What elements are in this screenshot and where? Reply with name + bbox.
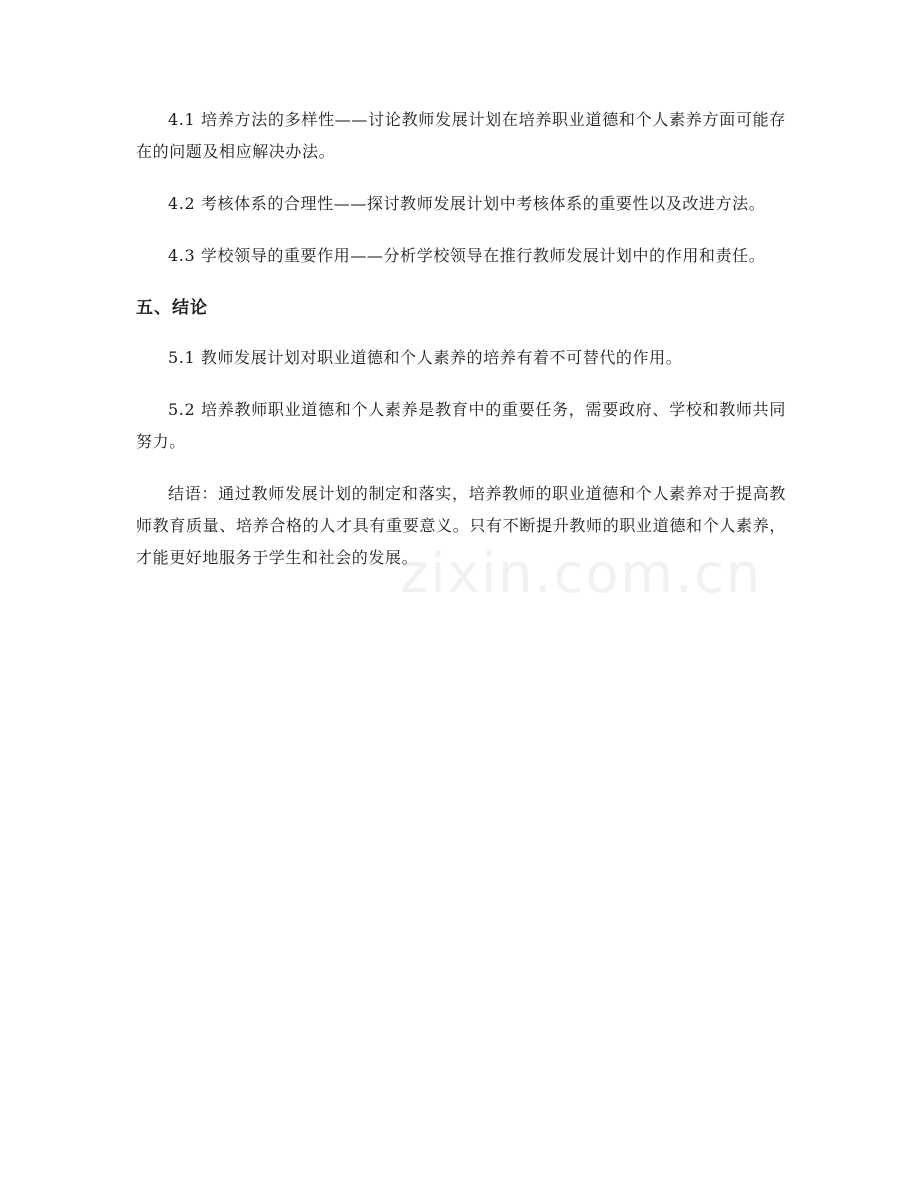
paragraph-5-2: 5.2 培养教师职业道德和个人素养是教育中的重要任务，需要政府、学校和教师共同努力。 [136, 400, 786, 451]
paragraph-4-1: 4.1 培养方法的多样性——讨论教师发展计划在培养职业道德和个人素养方面可能存在的问题及相应解决办法。 [136, 110, 786, 161]
closing-paragraph: 结语：通过教师发展计划的制定和落实，培养教师的职业道德和个人素养对于提高教师教育质量、培养合格的人才具有重要意义。只有不断提升教师的职业道德和个人素养，才能更好地服务于学生和社会的发展。 [136, 484, 786, 567]
paragraph-5-1: 5.1 教师发展计划对职业道德和个人素养的培养有着不可替代的作用。 [168, 348, 683, 367]
section-heading-conclusion: 五、结论 [136, 298, 208, 318]
paragraph-4-3: 4.3 学校领导的重要作用——分析学校领导在推行教师发展计划中的作用和责任。 [168, 246, 766, 265]
document-body [136, 104, 786, 594]
watermark: zixin.com.cn [400, 542, 763, 605]
paragraph-4-2: 4.2 考核体系的合理性——探讨教师发展计划中考核体系的重要性以及改进方法。 [168, 194, 766, 213]
